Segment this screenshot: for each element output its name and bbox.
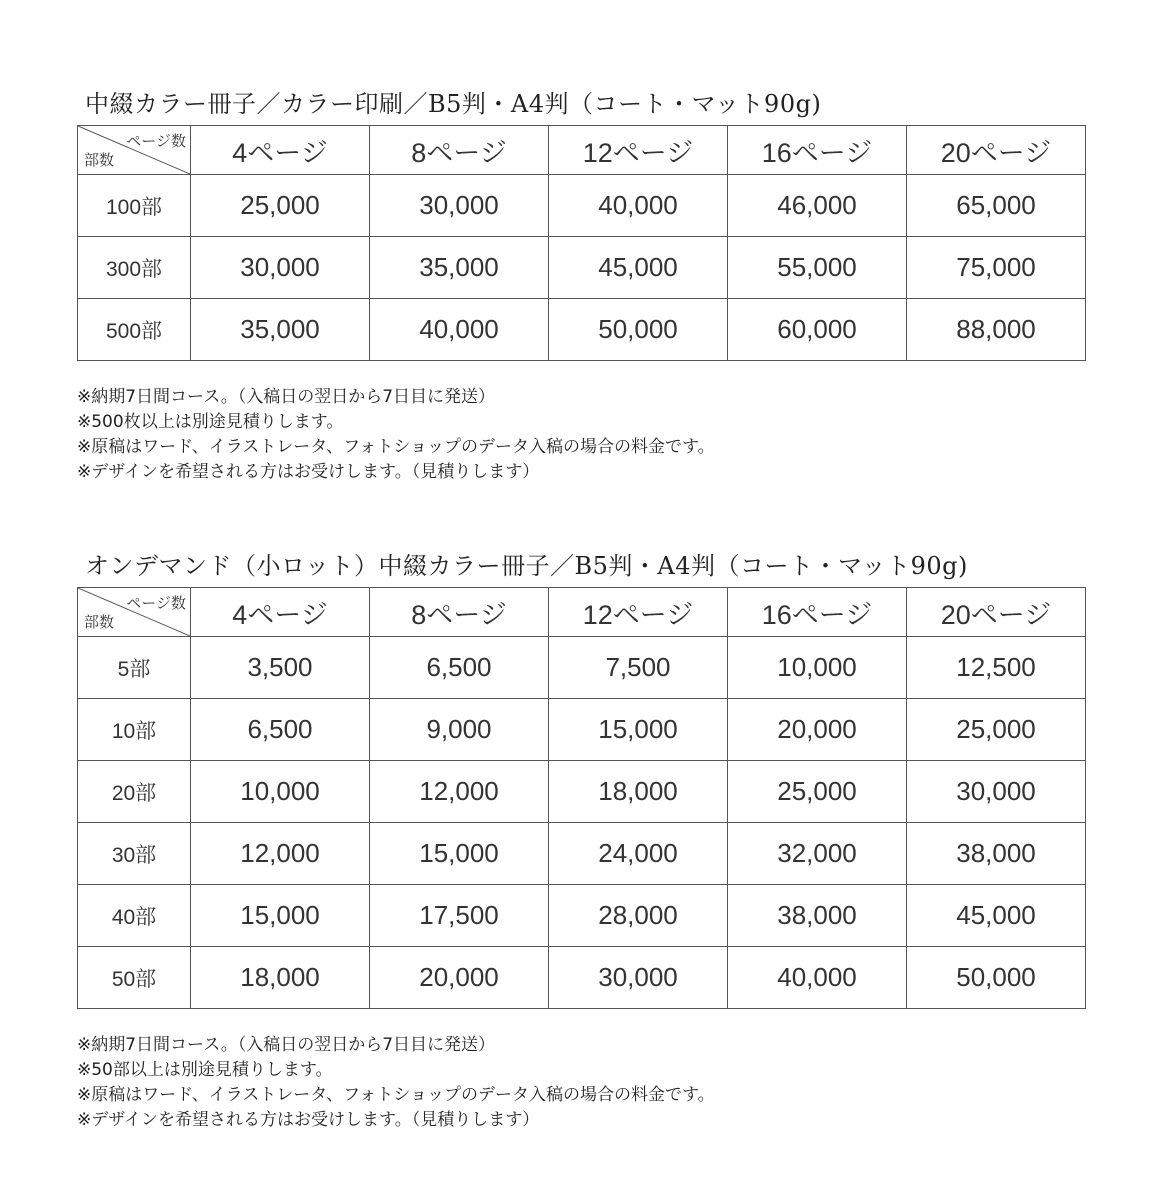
price-cell: 30,000 <box>191 237 370 299</box>
price-cell: 25,000 <box>191 175 370 237</box>
price-cell: 9,000 <box>370 699 549 761</box>
note-line: ※納期7日間コース。（入稿日の翌日から7日目に発送） <box>77 387 496 407</box>
table-row <box>78 699 1086 761</box>
price-cell: 17,500 <box>370 885 549 947</box>
price-cell: 50,000 <box>549 299 728 361</box>
price-cell: 46,000 <box>728 175 907 237</box>
header-cell: 16ページ <box>728 126 907 175</box>
row-label: 5部 <box>78 637 191 699</box>
price-cell: 40,000 <box>728 947 907 1009</box>
price-cell: 38,000 <box>728 885 907 947</box>
price-cell: 12,000 <box>191 823 370 885</box>
price-cell: 3,500 <box>191 637 370 699</box>
row-label: 500部 <box>78 299 191 361</box>
row-label: 100部 <box>78 175 191 237</box>
note-line: ※デザインを希望される方はお受けします。（見積りします） <box>77 462 540 482</box>
header-cell: 20ページ <box>907 588 1086 637</box>
price-cell: 15,000 <box>370 823 549 885</box>
price-cell: 18,000 <box>549 761 728 823</box>
price-cell: 6,500 <box>370 637 549 699</box>
note-line: ※デザインを希望される方はお受けします。（見積りします） <box>77 1110 540 1130</box>
note-line: ※50部以上は別途見積りします。 <box>77 1060 333 1080</box>
price-cell: 18,000 <box>191 947 370 1009</box>
table-row <box>78 823 1086 885</box>
table-row <box>78 299 1086 361</box>
notes <box>77 385 1085 485</box>
price-cell: 40,000 <box>370 299 549 361</box>
note-line: ※500枚以上は別途見積りします。 <box>77 412 344 432</box>
price-cell: 12,500 <box>907 637 1086 699</box>
header-cell: 12ページ <box>549 588 728 637</box>
price-cell: 24,000 <box>549 823 728 885</box>
section-color-booklet <box>77 84 1085 485</box>
price-cell: 32,000 <box>728 823 907 885</box>
price-cell: 25,000 <box>907 699 1086 761</box>
price-cell: 15,000 <box>191 885 370 947</box>
table-row <box>78 761 1086 823</box>
price-cell: 60,000 <box>728 299 907 361</box>
row-label: 40部 <box>78 885 191 947</box>
price-cell: 30,000 <box>549 947 728 1009</box>
price-cell: 6,500 <box>191 699 370 761</box>
price-cell: 30,000 <box>370 175 549 237</box>
price-cell: 45,000 <box>549 237 728 299</box>
price-cell: 15,000 <box>549 699 728 761</box>
table-row <box>78 947 1086 1009</box>
header-cell: 20ページ <box>907 126 1086 175</box>
price-cell: 35,000 <box>370 237 549 299</box>
price-cell: 28,000 <box>549 885 728 947</box>
table-row <box>78 237 1086 299</box>
header-cell: 8ページ <box>370 126 549 175</box>
price-table <box>77 125 1086 361</box>
price-cell: 30,000 <box>907 761 1086 823</box>
corner-pages-label: ページ数 <box>126 133 186 150</box>
header-cell: 8ページ <box>370 588 549 637</box>
row-label: 300部 <box>78 237 191 299</box>
corner-cell <box>78 588 191 637</box>
corner-copies-label: 部数 <box>84 614 115 631</box>
header-row <box>78 588 1086 637</box>
price-cell: 50,000 <box>907 947 1086 1009</box>
price-cell: 20,000 <box>728 699 907 761</box>
price-cell: 75,000 <box>907 237 1086 299</box>
price-cell: 38,000 <box>907 823 1086 885</box>
price-cell: 7,500 <box>549 637 728 699</box>
price-cell: 88,000 <box>907 299 1086 361</box>
price-cell: 20,000 <box>370 947 549 1009</box>
table-row <box>78 175 1086 237</box>
price-cell: 45,000 <box>907 885 1086 947</box>
section-on-demand <box>77 546 1085 1133</box>
corner-cell <box>78 126 191 175</box>
row-label: 50部 <box>78 947 191 1009</box>
row-label: 10部 <box>78 699 191 761</box>
table-row <box>78 637 1086 699</box>
price-cell: 10,000 <box>728 637 907 699</box>
price-cell: 40,000 <box>549 175 728 237</box>
price-cell: 25,000 <box>728 761 907 823</box>
header-cell: 4ページ <box>191 588 370 637</box>
section-title: オンデマンド（小ロット）中綴カラー冊子／B5判・A4判（コート・マット90g) <box>85 552 968 580</box>
corner-copies-label: 部数 <box>84 152 115 169</box>
header-cell: 4ページ <box>191 126 370 175</box>
price-table <box>77 587 1086 1009</box>
note-line: ※原稿はワード、イラストレータ、フォトショップのデータ入稿の場合の料金です。 <box>77 1085 715 1105</box>
notes <box>77 1033 1085 1133</box>
price-cell: 12,000 <box>370 761 549 823</box>
price-cell: 35,000 <box>191 299 370 361</box>
price-cell: 65,000 <box>907 175 1086 237</box>
price-cell: 55,000 <box>728 237 907 299</box>
section-title: 中綴カラー冊子／カラー印刷／B5判・A4判（コート・マット90g) <box>85 90 822 118</box>
corner-pages-label: ページ数 <box>126 595 186 612</box>
note-line: ※納期7日間コース。（入稿日の翌日から7日目に発送） <box>77 1035 496 1055</box>
note-line: ※原稿はワード、イラストレータ、フォトショップのデータ入稿の場合の料金です。 <box>77 437 715 457</box>
header-row <box>78 126 1086 175</box>
row-label: 20部 <box>78 761 191 823</box>
header-cell: 16ページ <box>728 588 907 637</box>
row-label: 30部 <box>78 823 191 885</box>
price-cell: 10,000 <box>191 761 370 823</box>
header-cell: 12ページ <box>549 126 728 175</box>
table-row <box>78 885 1086 947</box>
